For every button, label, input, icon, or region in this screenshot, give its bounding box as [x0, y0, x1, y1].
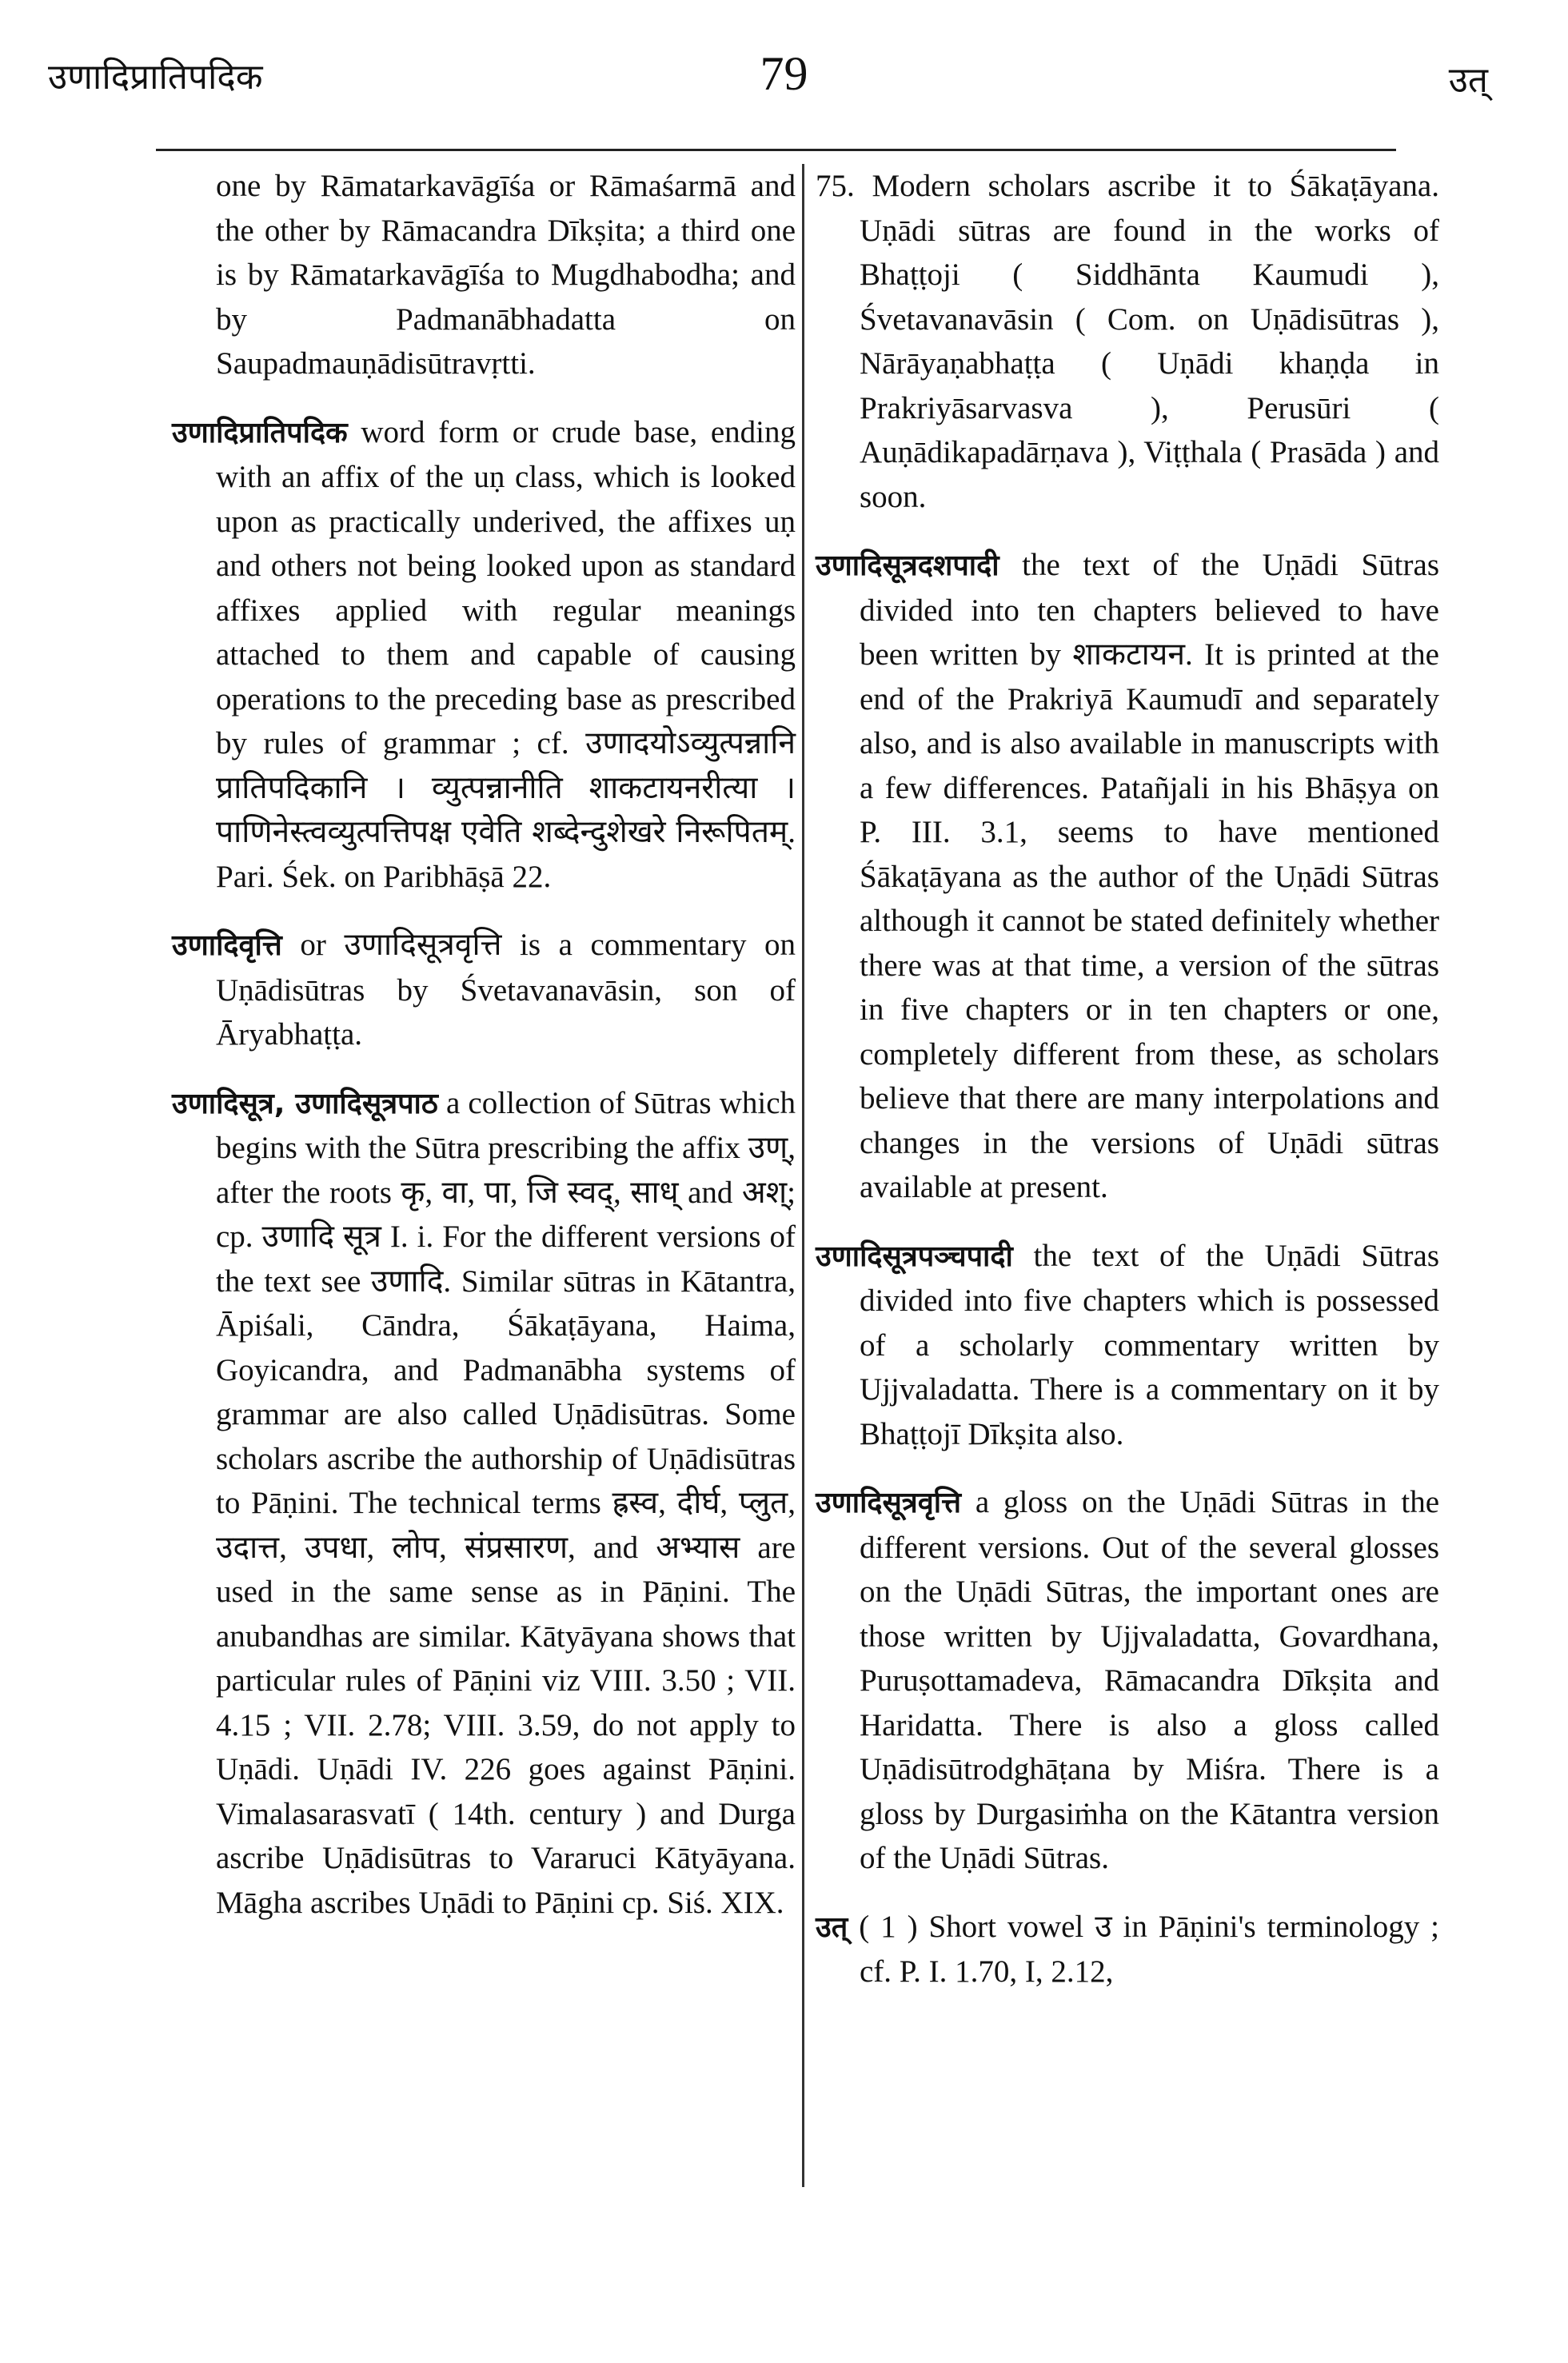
- entry-headword: उणादिप्रातिपदिक: [172, 416, 348, 449]
- entry-headword: उत्: [816, 1910, 848, 1944]
- dictionary-entry: [816, 1234, 1439, 1457]
- entry-text: a collection of Sūtras which begins with the Sūtra prescribing the affix उण्, after the roots कृ, वा, पा, जि स्वद्, साध् and अश्; cp. उणादि सूत्र I. i. For the different versions of the text see उणादि. Similar sūtras in Kātantra, Āpiśali, Cāndra, Śākaṭāyana, Haima, Goyicandra, and Padmanābha systems of grammar are also called Uṇādisūtras. Some scholars ascribe the authorship of Uṇādisūtras to Pāṇini. The technical terms ह्रस्व, दीर्घ, प्लुत, उदात्त, उपधा, लोप, संप्रसारण, and अभ्यास are used in the same sense as in Pāṇini. The anubandhas are similar. Kātyāyana shows that particular rules of Pāṇini viz VIII. 3.50 ; VII. 4.15 ; VII. 2.78; VIII. 3.59, do not apply to Uṇādi. Uṇādi IV. 226 goes against Pāṇini. Vimalasarasvatī ( 14th. century ) and Durga ascribe Uṇādisūtras to Vararuci Kātyāyana. Māgha ascribes Uṇādi to Pāṇini cp. Siś. XIX.: [216, 1085, 796, 1920]
- dictionary-entry: [816, 1480, 1439, 1881]
- page-number: 79: [760, 47, 808, 100]
- dictionary-entry: [816, 543, 1439, 1210]
- right-column: [816, 164, 1439, 2018]
- dictionary-entry: [172, 1081, 796, 1926]
- dictionary-entry: [172, 923, 796, 1057]
- entry-headword: उणादिवृत्ति: [172, 929, 282, 962]
- header-rule: [156, 149, 1396, 151]
- entry-continuation: [172, 164, 796, 386]
- entry-text: the text of the Uṇādi Sūtras divided into five chapters which is possessed of a scholarly commentary written by Ujjvaladatta. There is a commentary on it by Bhaṭṭojī Dīkṣita also.: [860, 1238, 1440, 1451]
- entry-text: a gloss on the Uṇādi Sūtras in the different versions. Out of the several glosses on the Uṇādi Sūtras, the important ones are those written by Ujjvaladatta, Govardhana, Puruṣottamadeva, Rāmacandra Dīkṣita and Haridatta. There is also a gloss called Uṇādisūtrodghāṭana by Miśra. There is a gloss by Durgasiṁha on the Kātantra version of the Uṇādi Sūtras.: [860, 1485, 1440, 1875]
- entry-headword: उणादिसूत्रवृत्ति: [816, 1487, 961, 1519]
- entry-text: 75. Modern scholars ascribe it to Śākaṭāyana. Uṇādi sūtras are found in the works of Bhaṭṭoji ( Siddhānta Kaumudi ), Śvetavanavāsin ( Com. on Uṇādisūtras ), Nārāyaṇabhaṭṭa ( Uṇādi khaṇḍa in Prakriyāsarvasva ), Perusūri ( Auṇādikapadārṇava ), Viṭṭhala ( Prasāda ) and soon.: [816, 169, 1439, 514]
- header-left-guideword: उणादिप्रातिपदिक: [48, 58, 263, 97]
- entry-headword: उणादिसूत्र, उणादिसूत्रपाठ: [172, 1087, 438, 1120]
- header-right-guideword: उत्: [1448, 61, 1488, 100]
- running-header: [48, 46, 1520, 110]
- entry-text: one by Rāmatarkavāgīśa or Rāmaśarmā and the other by Rāmacandra Dīkṣita; a third one is by Rāmatarkavāgīśa to Mugdhabodha; and by Padmanābhadatta on Saupadmauṇādisūtravṛtti.: [216, 169, 796, 381]
- left-column: [172, 164, 796, 1949]
- entry-headword: उणादिसूत्रदशपादी: [816, 549, 999, 582]
- entry-text: ( 1 ) Short vowel उ in Pāṇini's terminology ; cf. P. I. 1.70, I, 2.12,: [859, 1909, 1440, 1989]
- entry-continuation: [816, 164, 1439, 519]
- dictionary-entry: [816, 1905, 1439, 1994]
- entry-text: or उणादिसूत्रवृत्ति is a commentary on Uṇādisūtras by Śvetavanavāsin, son of Āryabhaṭṭa.: [216, 928, 796, 1052]
- entry-text: the text of the Uṇādi Sūtras divided into ten chapters believed to have been written by शाकटायन. It is printed at the end of the Prakriyā Kaumudī and separately also, and is also available in manuscripts with a few differences. Patañjali in his Bhāṣya on P. III. 3.1, seems to have mentioned Śākaṭāyana as the author of the Uṇādi Sūtras although it cannot be stated definitely whether there was at that time, a version of the sūtras in five chapters or in ten chapters or one, completely different from these, as scholars believe that there are many interpolations and changes in the versions of Uṇādi sūtras available at present.: [860, 548, 1439, 1204]
- column-divider: [802, 164, 804, 2187]
- entry-headword: उणादिसूत्रपञ्चपादी: [816, 1239, 1013, 1273]
- dictionary-entry: [172, 410, 796, 900]
- entry-text: word form or crude base, ending with an affix of the uṇ class, which is looked upon as practically underived, the affixes uṇ and others not being looked upon as standard affixes applied with regular meanings attached to them and capable of causing operations to the preceding base as prescribed by rules of grammar ; cf. उणादयोऽव्युत्पन्नानि प्रातिपदिकानि । व्युत्पन्नानीति शाकटायनरीत्या । पाणिनेस्त्वव्युत्पत्तिपक्ष एवेति शब्देन्दुशेखरे निरूपितम्. Pari. Śek. on Paribhāṣā 22.: [216, 414, 796, 894]
